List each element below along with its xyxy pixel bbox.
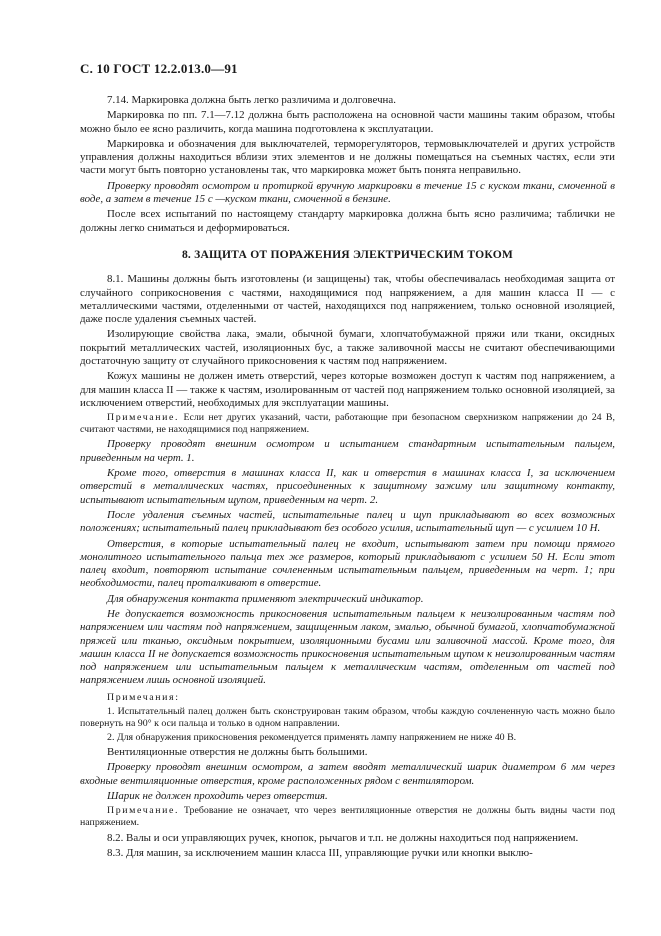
paragraph: После всех испытаний по настоящему стандарту маркировка должна быть ясно различима; таблички не должны легко сниматься и деформироваться. xyxy=(80,208,615,234)
test-method-paragraph: Для обнаружения контакта применяют электрический индикатор. xyxy=(107,592,424,605)
paragraph-8-3: 8.3. Для машин, за исключением машин класса III, управляющие ручки или кнопки выклю- xyxy=(107,846,533,859)
note-item: 1. Испытательный палец должен быть сконструирован таким образом, чтобы каждую сочлененную часть можно было повернуть на 90° к оси пальца и только в одном направлении. xyxy=(80,705,615,729)
note xyxy=(80,412,615,436)
note-text: Требование не означает, что через вентиляционные отверстия не должны быть видны части под напряжением. xyxy=(80,805,615,829)
paragraph-8-2: 8.2. Валы и оси управляющих ручек, кнопок, рычагов и т.п. не должны находиться под напряжением. xyxy=(107,831,579,844)
paragraph: Вентиляционные отверстия не должны быть большими. xyxy=(107,746,368,759)
paragraph-8-1: 8.1. Машины должны быть изготовлены (и защищены) так, чтобы обеспечивалась необходимая защита от случайного соприкосновения с частями, находящимися под напряжением, а для машин класса II — с металлическими частями, отделенными от частей, находящихся под напряжением, только основной изоляцией, даже после удаления съемных частей. xyxy=(80,273,615,326)
paragraph: Кожух машины не должен иметь отверстий, через которые возможен доступ к частям под напряжением, а для машин класса II — также к частям, изолированным от частей под напряжением только основной изоляцией, за исключением отверстий, необходимых для эксплуатации машины. xyxy=(80,370,615,409)
note xyxy=(80,805,615,829)
paragraph: Маркировка по пп. 7.1—7.12 должна быть расположена на основной части машины таким образом, чтобы можно было ее ясно различить, когда машина подготовлена к эксплуатации. xyxy=(80,109,615,135)
notes-label: Примечания: xyxy=(107,691,180,703)
paragraph-7-14: 7.14. Маркировка должна быть легко различима и долговечна. xyxy=(107,94,396,106)
test-method-paragraph: Проверку проводят осмотром и протиркой вручную маркировки в течение 15 с куском ткани, смоченной в воде, а затем в течение 15 с —куском ткани, смоченной в бензине. xyxy=(80,179,615,206)
note-label: Примечание. xyxy=(107,412,180,424)
section-heading: 8. ЗАЩИТА ОТ ПОРАЖЕНИЯ ЭЛЕКТРИЧЕСКИМ ТОКОМ xyxy=(181,247,514,261)
test-method-paragraph: Отверстия, в которые испытательный палец не входит, испытывают затем при помощи прямого монолитного испытательного пальца тех же размеров, который прикладывают с усилием 50 Н. Если этот палец входит, повторяют испытание сочлененным испытательным пальцем, приведенным на черт. 1; при необходимости, палец проталкивают в отверстие. xyxy=(80,537,615,590)
note-label: Примечание. xyxy=(107,805,180,817)
document-body xyxy=(80,94,615,862)
test-method-paragraph: Проверку проводят внешним осмотром и испытанием стандартным испытательным пальцем, приведенным на черт. 1. xyxy=(80,438,615,464)
paragraph: Маркировка и обозначения для выключателей, терморегуляторов, термовыключателей и других устройств управления должны находиться вблизи этих элементов и не должны помещаться на съемных частях, если эти части могут быть повторно установлены так, что маркировка может быть понята неправильно. xyxy=(80,137,615,177)
paragraph: Изолирующие свойства лака, эмали, обычной бумаги, хлопчатобумажной пряжи или ткани, оксидных покрытий металлических частей, изоляционных бус, а также заливочной массы не считают обеспечивающими достаточную защиту от случайного прикосновения к частям под напряжением. xyxy=(80,328,615,368)
test-method-paragraph: Не допускается возможность прикосновения испытательным пальцем к неизолированным частям под напряжением или частям под напряжением, защищенным лаком, эмалью, обычной бумагой, хлопчатобумажной пряжей или тканью, оксидным покрытием, изоляционными бусами или заливочной массой. Кроме того, для машин класса II не допускается возможность прикосновения испытательным щупом к неизолированным частям под напряжением или испытательным пальцем к металлическим частям, отделенным от частей под напряжением лишь основной изоляцией. xyxy=(80,607,615,687)
test-method-paragraph: После удаления съемных частей, испытательные палец и щуп прикладывают во всех возможных положениях; испытательный палец прикладывают без особого усилия, испытательный щуп — с усилием 10 Н. xyxy=(80,508,615,535)
note-text: Если нет других указаний, части, работающие при безопасном сверхнизком напряжении до 24 В, считают частями, не находящимися под напряжением. xyxy=(80,412,615,436)
test-method-paragraph: Проверку проводят внешним осмотром, а затем вводят металлический шарик диаметром 6 мм через входные вентиляционные отверстия, кроме расположенных рядом с вентилятором. xyxy=(80,761,615,787)
test-method-paragraph: Шарик не должен проходить через отверстия. xyxy=(107,790,328,803)
note-item: 2. Для обнаружения прикосновения рекомендуется применять лампу напряжением не ниже 40 В. xyxy=(107,732,517,744)
test-method-paragraph: Кроме того, отверстия в машинах класса II, как и отверстия в машинах класса I, за исключением отверстий в металлических частях, присоединенных к защитному зажиму или защитному контакту, испытывают испытательным щупом, приведенным на черт. 2. xyxy=(80,467,615,506)
page-header: С. 10 ГОСТ 12.2.013.0—91 xyxy=(80,61,238,76)
